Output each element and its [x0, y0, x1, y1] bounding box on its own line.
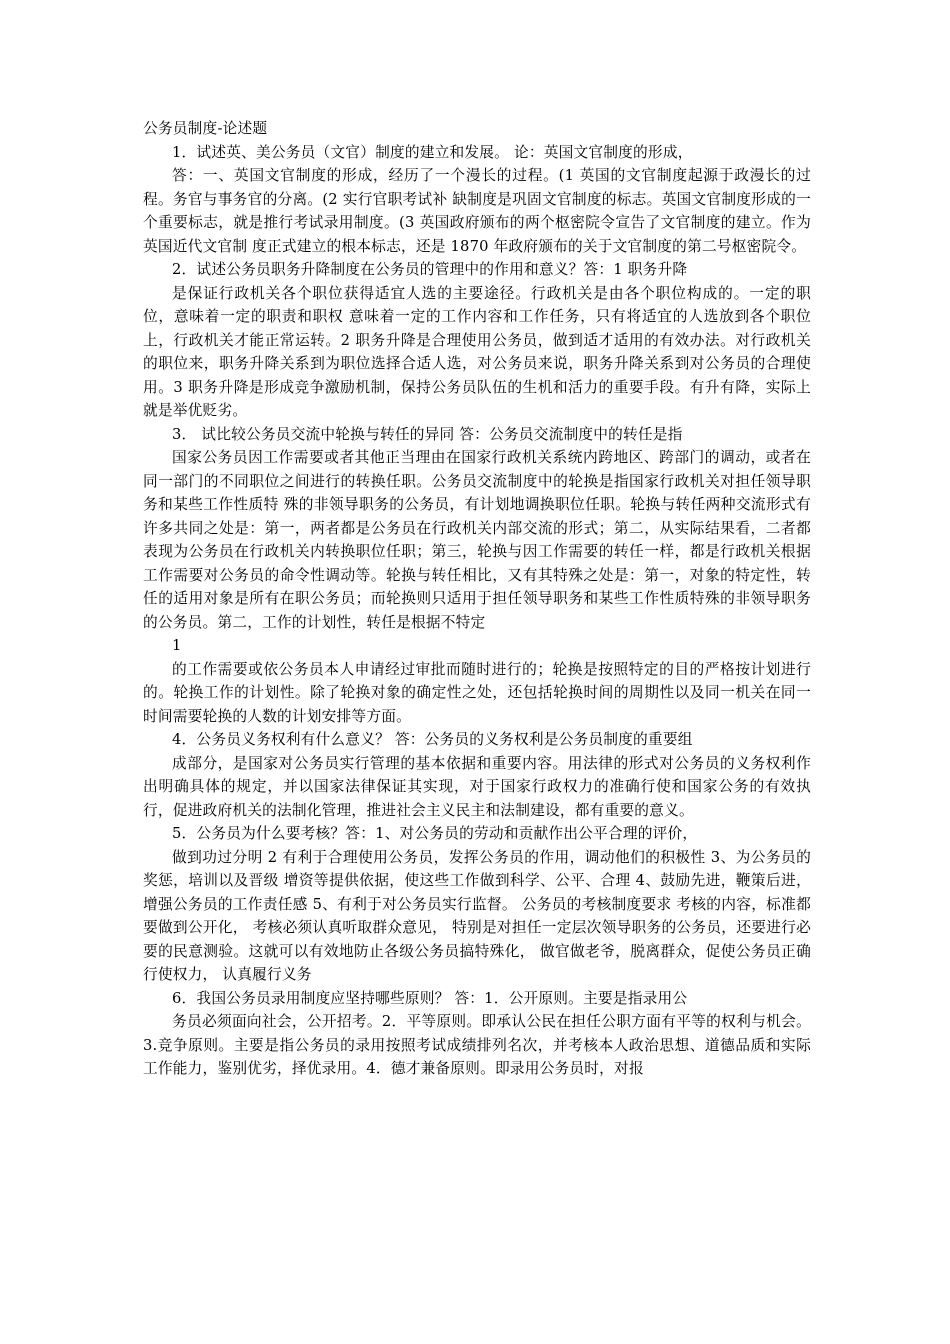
paragraph: 3． 试比较公务员交流中轮换与转任的异同 答：公务员交流制度中的转任是指: [172, 425, 683, 443]
paragraph: 成部分，是国家对公务员实行管理的基本依据和重要内容。用法律的形式对公务员的义务权利作出明确具体的规定，并以国家法律保证其实现，对于国家行政权力的准确行使和国家公务的有效执行，促进政府机关的法制化管理，推进社会主义民主和法制建设，都有重要的意义。: [143, 754, 811, 819]
paragraph: 是保证行政机关各个职位获得适宜人选的主要途径。行政机关是由各个职位构成的。一定的职位，意味着一定的职责和职权 意味着一定的工作内容和工作任务，只有将适宜的人选放到各个职位上，行政机关才能正常运转。2 职务升降是合理使用公务员，做到适才适用的有效办法。对行政机关的职位来，职务升降关系到为职位选择合适人选，对公务员来说，职务升降关系到对公务员的合理使用。3 职务升降是形成竞争激励机制，保持公务员队伍的生机和活力的重要手段。有升有降，实际上就是举优贬劣。: [143, 284, 811, 419]
page-number: 1: [172, 637, 182, 654]
paragraph: 国家公务员因工作需要或者其他正当理由在国家行政机关系统内跨地区、跨部门的调动，或者在同一部门的不同职位之间进行的转换任职。公务员交流制度中的轮换是指国家行政机关对担任领导职务和某些工作性质特 殊的非领导职务的公务员，有计划地调换职位任职。轮换与转任两种交流形式有许多共同之处是：第一，两者都是公务员在行政机关内部交流的形式；第二，从实际结果看，二者都表现为公务员在行政机关内转换职位任职；第三，轮换与因工作需要的转任一样，都是行政机关根据工作需要对公务员的命令性调动等。轮换与转任相比，又有其特殊之处是：第一，对象的特定性，转任的适用对象是所有在职公务员；而轮换则只适用于担任领导职务和某些工作性质特殊的非领导职务的公务员。第二，工作的计划性，转任是根据不特定: [143, 449, 811, 631]
paragraph: 务员必须面向社会，公开招考。2．平等原则。即承认公民在担任公职方面有平等的权利与机会。3.竞争原则。主要是指公务员的录用按照考试成绩排列名次，并考核本人政治思想、道德品质和实际工作能力，鉴别优劣，择优录用。4．德才兼备原则。即录用公务员时，对报: [143, 1013, 811, 1077]
paragraph: 5．公务员为什么要考核？答：1、对公务员的劳动和贡献作出公平合理的评价，: [172, 825, 698, 842]
paragraph: 答：一、英国文官制度的形成，经历了一个漫长的过程。(1 英国的文官制度起源于政漫长的过程。务官与事务官的分离。(2 实行官职考试补 缺制度是巩固文官制度的标志。英国文官制度形成的一个重要标志，就是推行考试录用制度。(3 英国政府颁布的两个枢密院令宣告了文官制度的建立。作为英国近代文官制 度正式建立的根本标志，还是 1870 年政府颁布的关于文官制度的第二号枢密院令。: [143, 167, 811, 255]
paragraph: 1．试述英、美公务员（文官）制度的建立和发展。 论：英国文官制度的形成，: [172, 143, 693, 161]
paragraph: 的工作需要或依公务员本人申请经过审批而随时进行的；轮换是按照特定的目的严格按计划进行的。轮换工作的计划性。除了轮换对象的确定性之处，还包括轮换时间的周期性以及同一机关在同一时间需要轮换的人数的计划安排等方面。: [143, 660, 811, 725]
paragraph: 6．我国公务员录用制度应坚持哪些原则？ 答：1．公开原则。主要是指录用公: [172, 989, 688, 1007]
paragraph: 做到功过分明 2 有利于合理使用公务员，发挥公务员的作用，调动他们的积极性 3、为公务员的奖惩，培训以及晋级 增资等提供依据，使这些工作做到科学、公平、合理 4、鼓励先进，鞭策后进，增强公务员的工作责任感 5、有利于对公务员实行监督。 公务员的考核制度要求 考核的内容，标准都要做到公开化， 考核必须认真听取群众意见， 特别是对担任一定层次领导职务的公务员，还要进行必要的民意测验。这就可以有效地防止各级公务员搞特殊化， 做官做老爷，脱离群众，促使公务员正确行使权力， 认真履行义务: [143, 848, 811, 983]
paragraph: 2．试述公务员职务升降制度在公务员的管理中的作用和意义？答：1 职务升降: [172, 261, 688, 278]
document-title: 公务员制度-论述题: [143, 120, 268, 137]
document-body: [143, 117, 811, 1081]
paragraph: 4．公务员义务权利有什么意义？ 答：公务员的义务权利是公务员制度的重要组: [172, 731, 693, 748]
